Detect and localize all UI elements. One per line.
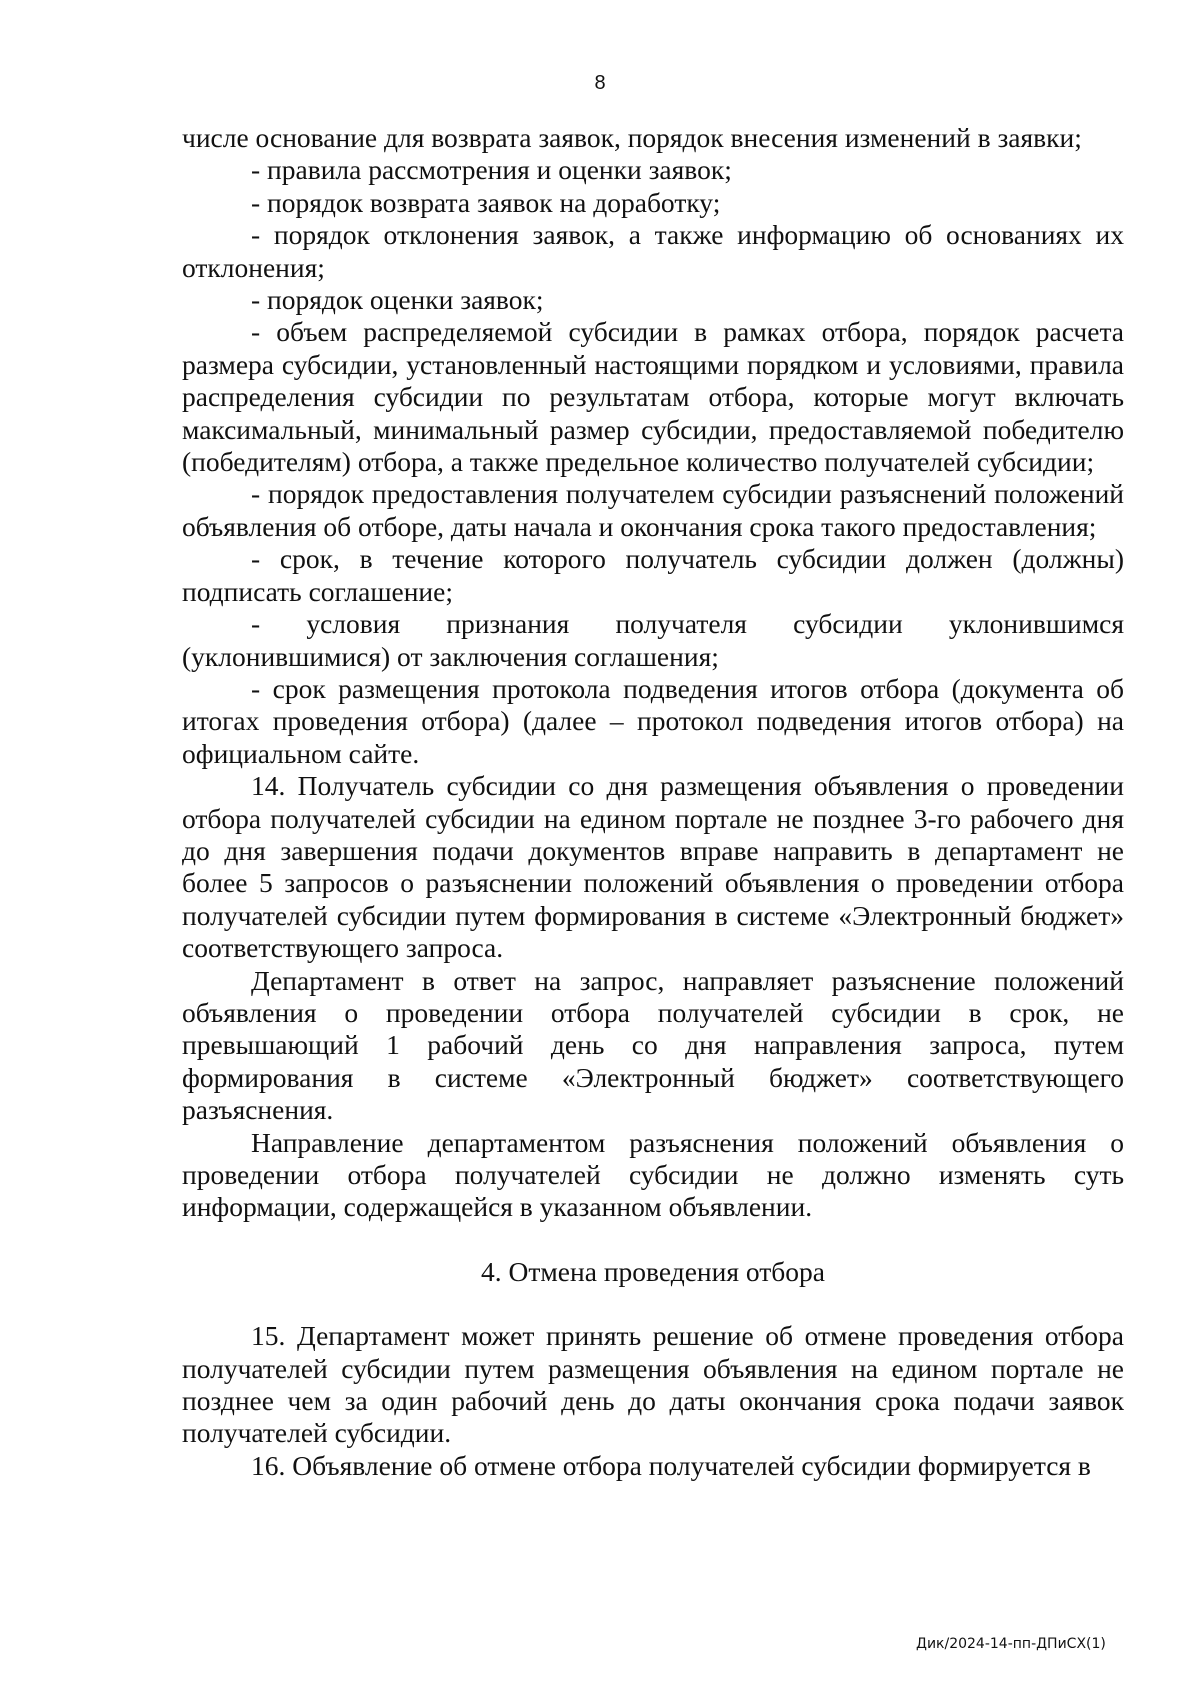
list-item: - условия признания получателя субсидии уклонившимся (уклонившимися) от заключения соглашения; xyxy=(182,608,1124,672)
paragraph: числе основание для возврата заявок, порядок внесения изменений в заявки; xyxy=(182,122,1082,153)
clause-14: 14. Получатель субсидии со дня размещения объявления о проведении отбора получателей субсидии на едином портале не позднее 3-го рабочего дня до дня завершения подачи документов вправе направить в департамент не более 5 запросов о разъяснении положений объявления о проведении отбора получателей субсидии путем формирования в системе «Электронный бюджет» соответствующего запроса. xyxy=(182,770,1124,964)
list-item: - порядок возврата заявок на доработку; xyxy=(251,186,721,218)
clause-16: 16. Объявление об отмене отбора получателей субсидии формируется в xyxy=(251,1449,1091,1481)
document-body xyxy=(182,122,1124,1482)
list-item: - срок, в течение которого получатель субсидии должен (должны) подписать соглашение; xyxy=(182,543,1124,607)
list-item: - правила рассмотрения и оценки заявок; xyxy=(251,154,732,186)
paragraph: Направление департаментом разъяснения положений объявления о проведении отбора получателей субсидии не должно изменять суть информации, содержащейся в указанном объявлении. xyxy=(182,1126,1124,1223)
list-item: - порядок оценки заявок; xyxy=(251,284,544,316)
list-item: - порядок предоставления получателем субсидии разъяснений положений объявления об отборе, даты начала и окончания срока такого предоставления; xyxy=(182,478,1124,542)
list-item: - объем распределяемой субсидии в рамках отбора, порядок расчета размера субсидии, установленный настоящими порядком и условиями, правила распределения субсидии по результатам отбора, которые могут включать максимальный, минимальный размер субсидии, предоставляемой победителю (победителям) отбора, а также предельное количество получателей субсидии; xyxy=(182,316,1124,478)
list-item: - порядок отклонения заявок, а также информацию об основаниях их отклонения; xyxy=(182,219,1124,283)
clause-15: 15. Департамент может принять решение об отмене проведения отбора получателей субсидии путем размещения объявления на едином портале не позднее чем за один рабочий день до даты окончания срока подачи заявок получателей субсидии. xyxy=(182,1320,1124,1449)
list-item: - срок размещения протокола подведения итогов отбора (документа об итогах проведения отбора) (далее – протокол подведения итогов отбора) на официальном сайте. xyxy=(182,672,1124,769)
document-code: Дик/2024-14-пп-ДПиСХ(1) xyxy=(916,1636,1106,1652)
section-heading: 4. Отмена проведения отбора xyxy=(481,1255,825,1287)
page-number: 8 xyxy=(594,72,606,94)
paragraph: Департамент в ответ на запрос, направляет разъяснение положений объявления о проведении отбора получателей субсидии в срок, не превышающий 1 рабочий день со дня направления запроса, путем формирования в системе «Электронный бюджет» соответствующего разъяснения. xyxy=(182,964,1124,1126)
